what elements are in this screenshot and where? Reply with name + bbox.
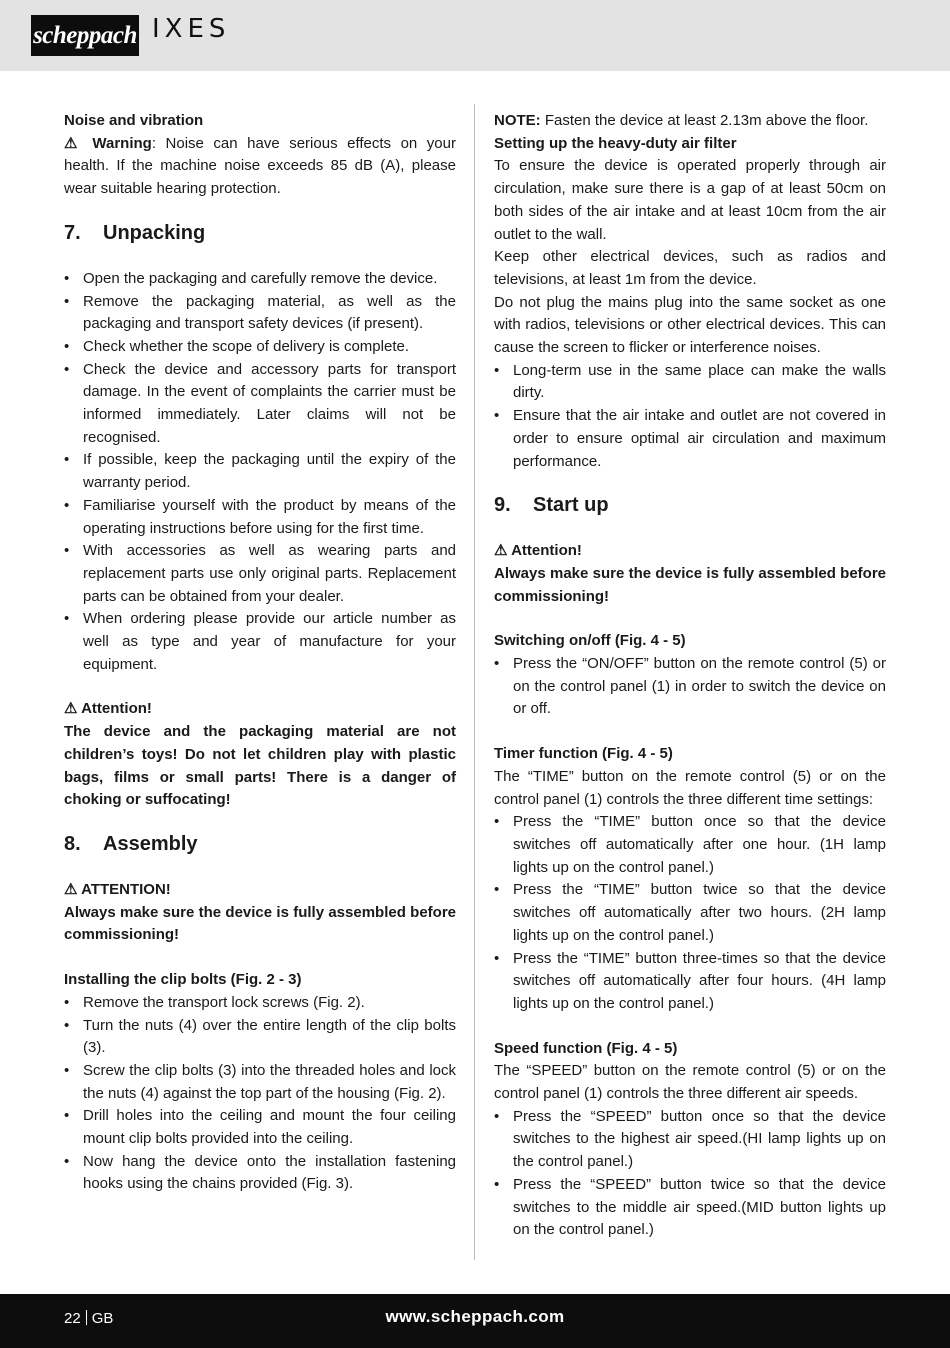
left-column: [64, 110, 456, 1196]
list-item: • Open the packaging and carefully remove the device.: [64, 268, 456, 291]
attention-heading: [64, 698, 456, 721]
attention-text: Always make sure the device is fully assembled before commissioning!: [64, 903, 456, 944]
page-number-value: 22: [64, 1310, 81, 1327]
section-title: Unpacking: [103, 221, 206, 244]
list-item: • If possible, keep the packaging until the expiry of the warranty period.: [64, 449, 456, 494]
paragraph: Keep other electrical devices, such as radios and televisions, at least 1m from the device.: [494, 248, 886, 288]
noise-warning: [64, 133, 456, 201]
list-item: • Ensure that the air intake and outlet are not covered in order to ensure optimal air circulation and maximum performance.: [494, 405, 886, 473]
section-9-heading: [494, 493, 886, 517]
speed-list: [494, 1106, 886, 1242]
list-item: • With accessories as well as wearing parts and replacement parts use only original parts. Replacement parts can be obtained from your dealer.: [64, 540, 456, 608]
paragraph: The “TIME” button on the remote control (5) or on the control panel (1) controls the three different time settings:: [494, 767, 886, 808]
list-item: • Check the device and accessory parts for transport damage. In the event of complaints the carrier must be informed immediately. Later claims will not be recognised.: [64, 359, 456, 450]
paragraph: To ensure the device is operated properly through air circulation, make sure there is a gap of at least 50cm on both sides of the air intake and at least 10cm from the air outlet to the wall.: [494, 157, 886, 243]
warning-icon: ⚠: [64, 700, 78, 718]
warning-label: Warning: [92, 134, 152, 152]
on-off-heading: Switching on/off (Fig. 4 - 5): [494, 632, 686, 650]
attention-heading: [64, 879, 456, 902]
air-filter-heading: Setting up the heavy-duty air filter: [494, 134, 737, 152]
paragraph: Do not plug the mains plug into the same socket as one with radios, televisions or other electrical devices. This can cause the screen to flicker or interference noises.: [494, 293, 886, 357]
website-url[interactable]: www.scheppach.com: [385, 1307, 565, 1326]
attention-title: ATTENTION!: [81, 880, 171, 898]
section-number: 9.: [494, 494, 511, 517]
list-item: • Long-term use in the same place can make the walls dirty.: [494, 360, 886, 405]
note-label: NOTE:: [494, 112, 541, 129]
right-column: [494, 110, 886, 1242]
list-item: • Press the “TIME” button three-times so that the device switches off automatically after four hours. (4H lamp lights up on the control panel.): [494, 948, 886, 1016]
list-item: • Check whether the scope of delivery is complete.: [64, 336, 456, 359]
on-off-list: [494, 653, 886, 721]
column-divider: [474, 104, 475, 1260]
language-code: GB: [91, 1310, 114, 1327]
attention-heading: [494, 540, 886, 563]
section-number: 7.: [64, 221, 81, 244]
list-item: • Turn the nuts (4) over the entire length of the clip bolts (3).: [64, 1015, 456, 1060]
clip-bolts-list: [64, 992, 456, 1196]
warning-icon: ⚠: [494, 542, 508, 560]
section-title: Assembly: [103, 832, 198, 855]
ixes-brand: IXES: [152, 14, 231, 44]
attention-title: Attention!: [81, 700, 152, 718]
list-item: • Press the “TIME” button once so that the device switches off automatically after one hour. (1H lamp lights up on the control panel.): [494, 811, 886, 879]
warning-text: : Noise can have serious effects on your health. If the machine noise exceeds 85 dB (A), please wear suitable hearing protection.: [64, 134, 456, 198]
list-item: • Remove the transport lock screws (Fig. 2).: [64, 992, 456, 1015]
scheppach-logo: [31, 15, 139, 56]
list-item: • When ordering please provide our article number as well as type and year of manufacture for your equipment.: [64, 608, 456, 676]
paragraph: The “SPEED” button on the remote control (5) or on the control panel (1) controls the three different air speeds.: [494, 1062, 886, 1103]
list-item: • Press the “ON/OFF” button on the remote control (5) or on the control panel (1) in order to switch the device on or off.: [494, 653, 886, 721]
warning-icon: ⚠: [64, 880, 78, 898]
list-item: • Familiarise yourself with the product by means of the operating instructions before using for the first time.: [64, 495, 456, 540]
section-8-heading: [64, 832, 456, 856]
page-header: [0, 0, 950, 71]
list-item: • Remove the packaging material, as well as the packaging and transport safety devices (if present).: [64, 291, 456, 336]
section-7-heading: [64, 221, 456, 245]
timer-heading: Timer function (Fig. 4 - 5): [494, 745, 673, 763]
note-text: Fasten the device at least 2.13m above the floor.: [540, 112, 869, 129]
clip-bolts-heading: Installing the clip bolts (Fig. 2 - 3): [64, 971, 302, 989]
section-title: Start up: [533, 494, 609, 517]
list-item: • Drill holes into the ceiling and mount the four ceiling mount clip bolts provided into the ceiling.: [64, 1105, 456, 1150]
timer-list: [494, 811, 886, 1015]
speed-heading: Speed function (Fig. 4 - 5): [494, 1039, 678, 1057]
attention-text: The device and the packaging material are not children’s toys! Do not let children play with plastic bags, films or small parts! There is a danger of choking or suffocating!: [64, 723, 456, 809]
list-item: • Screw the clip bolts (3) into the threaded holes and lock the nuts (4) against the top part of the housing (Fig. 2).: [64, 1060, 456, 1105]
attention-text: Always make sure the device is fully assembled before commissioning!: [494, 564, 886, 605]
warning-icon: ⚠: [64, 134, 83, 152]
page-footer: [0, 1294, 950, 1348]
unpacking-list: [64, 268, 456, 677]
list-item: • Now hang the device onto the installation fastening hooks using the chains provided (Fig. 3).: [64, 1151, 456, 1196]
logo-text: scheppach: [33, 21, 137, 49]
note: [494, 110, 886, 133]
attention-title: Attention!: [511, 542, 582, 560]
noise-heading: Noise and vibration: [64, 112, 204, 129]
list-item: • Press the “SPEED” button twice so that the device switches to the middle air speed.(MID button lights up on the control panel.): [494, 1174, 886, 1242]
list-item: • Press the “SPEED” button once so that the device switches to the highest air speed.(HI lamp lights up on the control panel.): [494, 1106, 886, 1174]
section-number: 8.: [64, 832, 81, 855]
air-filter-list: [494, 360, 886, 474]
list-item: • Press the “TIME” button twice so that the device switches off automatically after two hours. (2H lamp lights up on the control panel.): [494, 879, 886, 947]
